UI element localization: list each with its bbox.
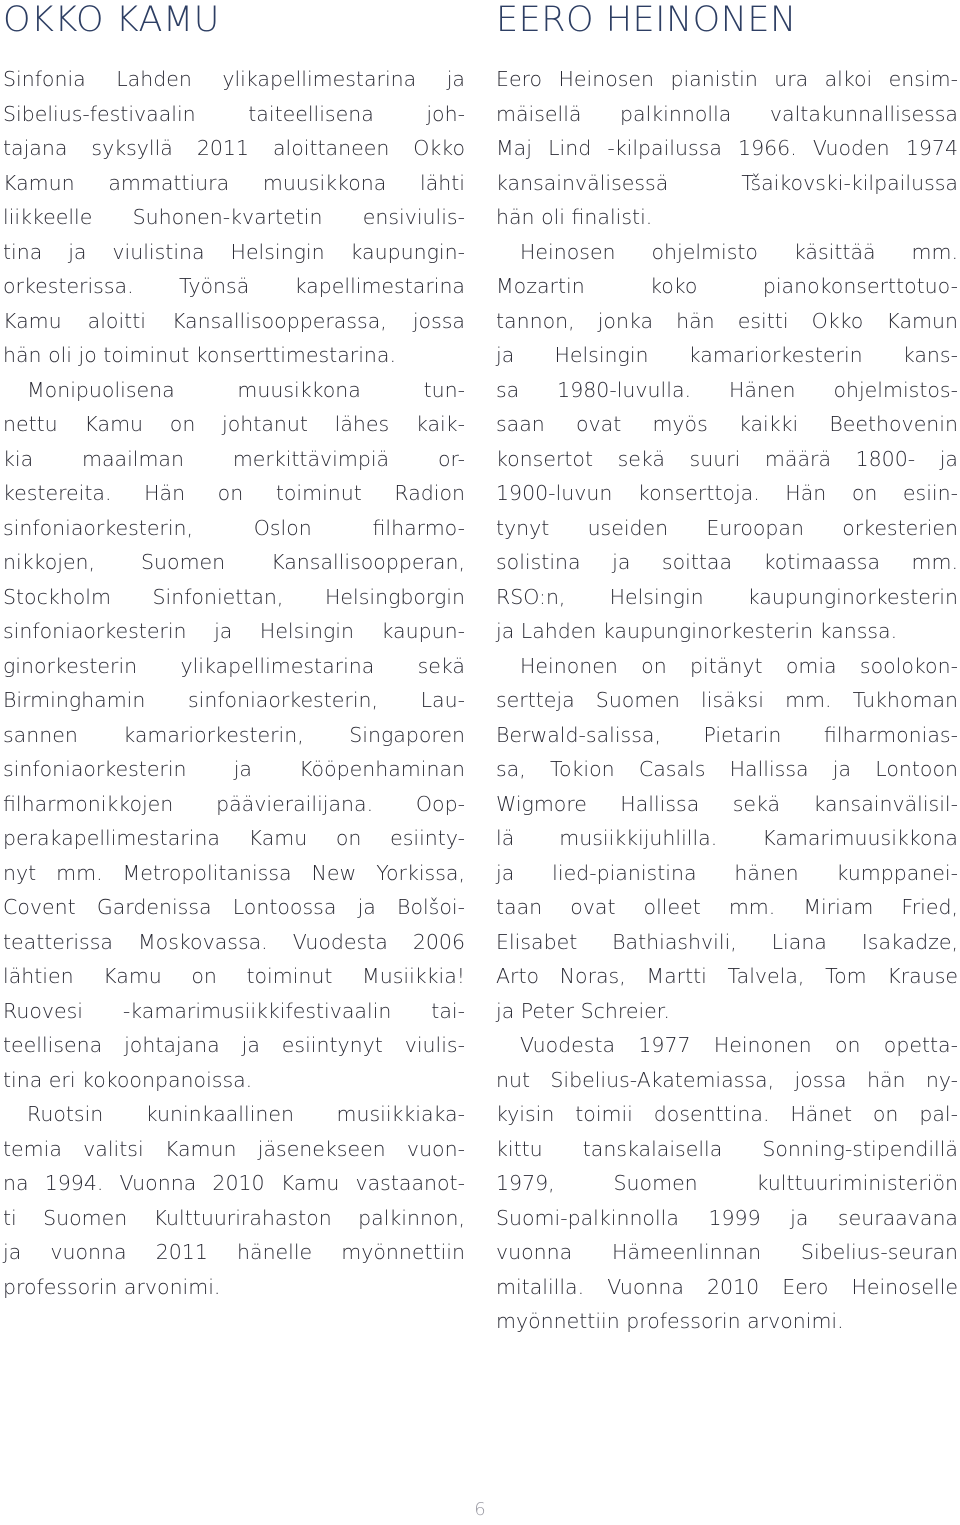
article-body bbox=[3, 62, 465, 1304]
text-line: Suomi-palkinnolla 1999 ja seuraavana bbox=[496, 1205, 958, 1230]
text-line: Ruotsin kuninkaallinen musiikkiaka- bbox=[27, 1102, 465, 1126]
text-line: taan ovat olleet mm. Miriam Fried, bbox=[496, 895, 958, 919]
text-line: tynyt useiden Euroopan orkesterien bbox=[496, 515, 958, 540]
text-line: Heinosen ohjelmisto käsittää mm. bbox=[520, 239, 958, 264]
paragraph bbox=[3, 62, 465, 373]
text-line: sinfoniaorkesterin, Oslon filharmo- bbox=[3, 515, 465, 540]
text-line: perakapellimestarina Kamu on esiinty- bbox=[3, 826, 465, 850]
text-line: Arto Noras, Martti Talvela, Tom Krause bbox=[496, 964, 958, 988]
text-line: sa 1980-luvulla. Hänen ohjelmistos- bbox=[496, 377, 958, 402]
text-line: ja Helsingin kamariorkesterin kans- bbox=[496, 343, 958, 367]
text-line: nikkojen, Suomen Kansallisoopperan, bbox=[3, 550, 465, 574]
paragraph bbox=[3, 373, 465, 1098]
text-line: ja Peter Schreier. bbox=[496, 998, 670, 1023]
text-line: hän oli jo toiminut konserttimestarina. bbox=[3, 343, 396, 367]
text-line: Ruovesi -kamarimusiikkifestivaalin tai- bbox=[3, 998, 465, 1023]
text-line: Wigmore Hallissa sekä kansainvälisil- bbox=[496, 791, 958, 816]
paragraph bbox=[496, 62, 958, 235]
text-line: ja vuonna 2011 hänelle myönnettiin bbox=[3, 1240, 465, 1264]
text-line: mäisellä palkinnolla valtakunnallisessa bbox=[496, 101, 958, 126]
text-line: nut Sibelius-Akatemiassa, jossa hän ny- bbox=[496, 1067, 958, 1092]
text-line: nyt mm. Metropolitanissa New Yorkissa, bbox=[3, 860, 465, 885]
text-line: Kamu aloitti Kansallisoopperassa, jossa bbox=[3, 308, 465, 333]
text-line: liikkeelle Suhonen-kvartetin ensiviulis- bbox=[3, 205, 465, 229]
text-line: Vuodesta 1977 Heinonen on opetta- bbox=[520, 1033, 958, 1057]
text-line: kittu tanskalaisella Sonning-stipendillä bbox=[496, 1136, 958, 1161]
text-line: mitalilla. Vuonna 2010 Eero Heinoselle bbox=[496, 1274, 958, 1299]
text-line: na 1994. Vuonna 2010 Kamu vastaanot- bbox=[3, 1171, 465, 1195]
text-line: professorin arvonimi. bbox=[3, 1274, 221, 1299]
text-line: Kamun ammattiura muusikkona lähti bbox=[3, 170, 465, 195]
text-line: Elisabet Bathiashvili, Liana Isakadze, bbox=[496, 929, 958, 954]
text-line: Covent Gardenissa Lontoossa ja Bolšoi- bbox=[3, 895, 465, 919]
text-line: Birminghamin sinfoniaorkesterin, Lau- bbox=[3, 688, 465, 712]
text-line: sinfoniaorkesterin ja Helsingin kaupun- bbox=[3, 619, 465, 643]
text-line: myönnettiin professorin arvonimi. bbox=[496, 1309, 844, 1333]
text-line: lähtien Kamu on toiminut Musiikkia! bbox=[3, 964, 465, 988]
paragraph bbox=[496, 235, 958, 649]
text-line: Sibelius-festivaalin taiteellisena joh- bbox=[3, 101, 465, 126]
text-line: Heinonen on pitänyt omia soolokon- bbox=[520, 653, 958, 678]
text-line: kyisin toimii dosenttina. Hänet on pal- bbox=[496, 1102, 958, 1126]
text-line: ja Lahden kaupunginorkesterin kanssa. bbox=[496, 619, 898, 643]
text-line: hän oli finalisti. bbox=[496, 205, 653, 229]
text-line: kestereita. Hän on toiminut Radion bbox=[3, 481, 465, 505]
text-line: filharmonikkojen päävierailijana. Oop- bbox=[3, 791, 465, 816]
article-heading: OKKO KAMU bbox=[3, 0, 220, 40]
text-line: temia valitsi Kamun jäsenekseen vuon- bbox=[3, 1136, 465, 1161]
text-line: sa, Tokion Casals Hallissa ja Lontoon bbox=[496, 757, 958, 781]
text-line: ti Suomen Kulttuurirahaston palkinnon, bbox=[3, 1205, 465, 1230]
text-line: Maj Lind -kilpailussa 1966. Vuoden 1974 bbox=[496, 136, 958, 160]
text-line: Eero Heinosen pianistin ura alkoi ensim- bbox=[496, 67, 958, 91]
paragraph bbox=[3, 1097, 465, 1304]
paragraph bbox=[496, 649, 958, 1029]
text-line: tannon, jonka hän esitti Okko Kamun bbox=[496, 308, 958, 333]
text-line: kansainvälisessä Tšaikovski-kilpailussa bbox=[496, 170, 958, 195]
text-line: ja lied-pianistina hänen kumppanei- bbox=[496, 860, 958, 885]
article-body bbox=[496, 62, 958, 1339]
text-line: sannen kamariorkesterin, Singaporen bbox=[3, 722, 465, 747]
article-heading: EERO HEINONEN bbox=[496, 0, 797, 40]
paragraph bbox=[496, 1028, 958, 1339]
page-number: 6 bbox=[474, 1499, 486, 1520]
text-line: tajana syksyllä 2011 aloittaneen Okko bbox=[3, 136, 465, 160]
text-line: tina eri kokoonpanoissa. bbox=[3, 1067, 253, 1092]
text-line: teatterissa Moskovassa. Vuodesta 2006 bbox=[3, 929, 465, 954]
text-line: teellisena johtajana ja esiintynyt viulis- bbox=[3, 1033, 465, 1057]
text-line: sertteja Suomen lisäksi mm. Tukhoman bbox=[496, 688, 958, 712]
text-line: sinfoniaorkesterin ja Kööpenhaminan bbox=[3, 757, 465, 781]
text-line: nettu Kamu on johtanut lähes kaik- bbox=[3, 412, 465, 436]
text-line: solistina ja soittaa kotimaassa mm. bbox=[496, 550, 958, 574]
text-line: saan ovat myös kaikki Beethovenin bbox=[496, 412, 958, 436]
text-line: 1900-luvun konserttoja. Hän on esiin- bbox=[496, 481, 958, 505]
text-line: Stockholm Sinfoniettan, Helsingborgin bbox=[3, 584, 465, 609]
text-line: RSO:n, Helsingin kaupunginorkesterin bbox=[496, 584, 958, 609]
text-line: vuonna Hämeenlinnan Sibelius-seuran bbox=[496, 1240, 958, 1264]
text-line: orkesterissa. Työnsä kapellimestarina bbox=[3, 274, 465, 298]
text-line: Sinfonia Lahden ylikapellimestarina ja bbox=[3, 67, 465, 91]
text-line: 1979, Suomen kulttuuriministeriön bbox=[496, 1171, 958, 1195]
text-line: kia maailman merkittävimpiä or- bbox=[3, 446, 465, 471]
text-line: Berwald-salissa, Pietarin filharmonias- bbox=[496, 722, 958, 747]
text-line: konsertot sekä suuri määrä 1800- ja bbox=[496, 446, 958, 471]
text-line: ginorkesterin ylikapellimestarina sekä bbox=[3, 653, 465, 678]
article-eero-heinonen bbox=[496, 0, 958, 1339]
text-line: Monipuolisena muusikkona tun- bbox=[27, 377, 465, 402]
text-line: lä musiikkijuhlilla. Kamarimuusikkona bbox=[496, 826, 958, 850]
article-okko-kamu bbox=[3, 0, 465, 1304]
text-line: Mozartin koko pianokonserttotuo- bbox=[496, 274, 958, 298]
text-line: tina ja viulistina Helsingin kaupungin- bbox=[3, 239, 465, 264]
